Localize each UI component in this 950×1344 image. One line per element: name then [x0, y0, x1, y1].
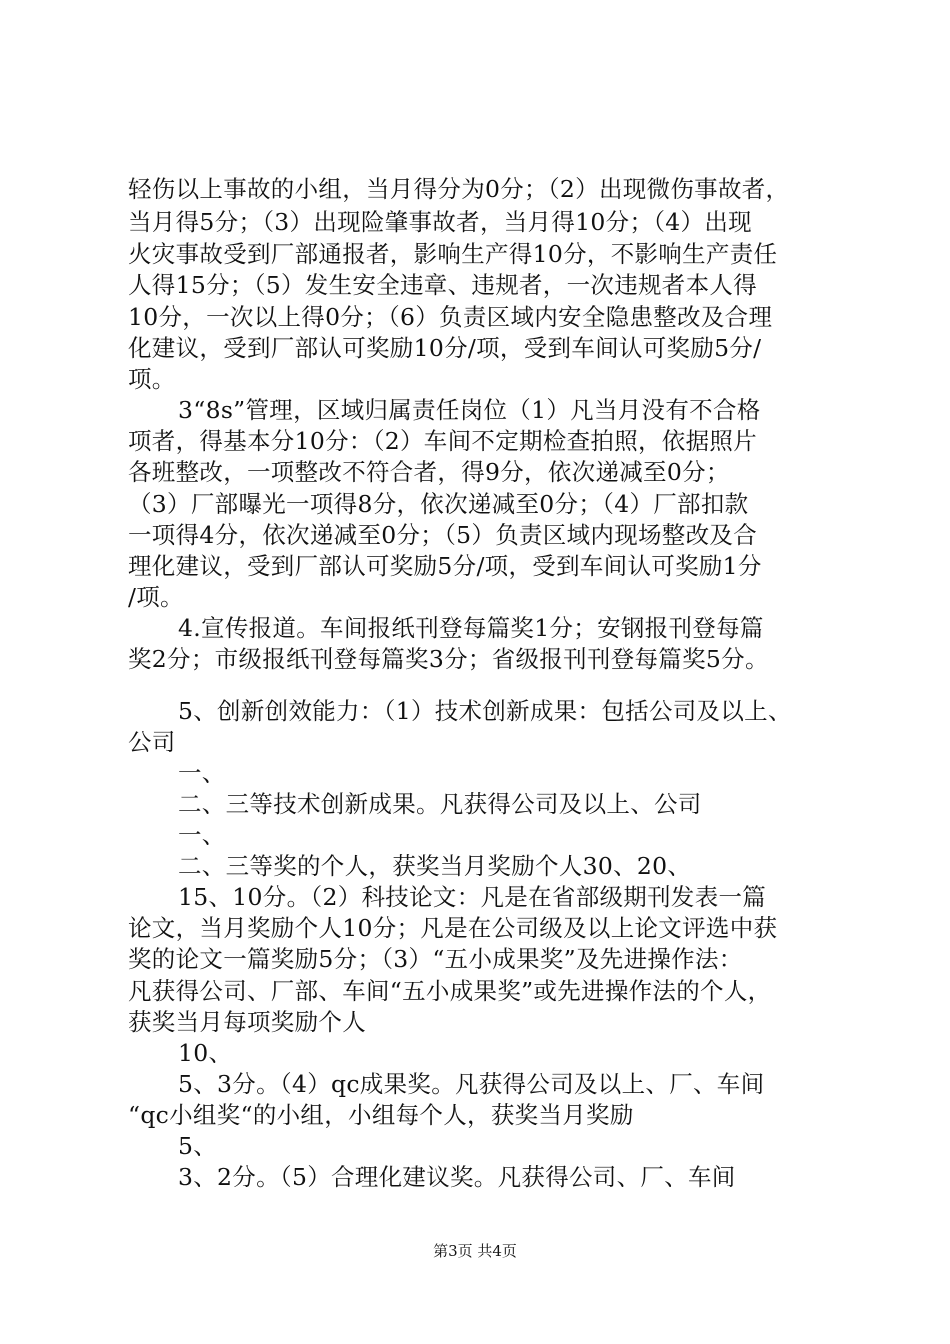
text-line: 获奖当月每项奖励个人: [128, 1008, 366, 1036]
text-line: 奖的论文一篇奖励5分；（3）“五小成果奖”及先进操作法：: [128, 945, 743, 973]
text-line: 一、: [178, 821, 226, 849]
text-line: 3、2分。（5）合理化建议奖。凡获得公司、厂、车间: [178, 1163, 736, 1191]
text-line: “qc小组奖“的小组，小组每个人，获奖当月奖励: [128, 1101, 634, 1129]
text-line: 5、创新创效能力：（1）技术创新成果：包括公司及以上、: [178, 697, 792, 725]
text-line: 论文，当月奖励个人10分；凡是在公司级及以上论文评选中获: [128, 914, 778, 942]
text-line: 轻伤以上事故的小组，当月得分为0分；（2）出现微伤事故者，: [128, 175, 790, 203]
text-line: 项者，得基本分10分：（2）车间不定期检查拍照，依据照片: [128, 427, 758, 455]
text-line: 项。: [128, 365, 176, 393]
text-line: 凡获得公司、厂部、车间“五小成果奖”或先进操作法的个人，: [128, 977, 772, 1005]
text-line: 奖2分；市级报纸刊登每篇奖3分；省级报刊刊登每篇奖5分。: [128, 645, 769, 673]
text-line: 二、三等技术创新成果。凡获得公司及以上、公司: [178, 790, 702, 818]
text-line: 4.宣传报道。车间报纸刊登每篇奖1分；安钢报刊登每篇: [178, 614, 764, 642]
text-line: 人得15分；（5）发生安全违章、违规者，一次违规者本人得: [128, 271, 758, 299]
text-line: 理化建议，受到厂部认可奖励5分/项，受到车间认可奖励1分: [128, 552, 762, 580]
text-line: 化建议，受到厂部认可奖励10分/项，受到车间认可奖励5分/: [128, 334, 762, 362]
text-line: 3“8s”管理，区域归属责任岗位（1）凡当月没有不合格: [178, 396, 761, 424]
text-line: 5、3分。（4）qc成果奖。凡获得公司及以上、厂、车间: [178, 1070, 765, 1098]
text-line: 15、10分。（2）科技论文：凡是在省部级期刊发表一篇: [178, 883, 767, 911]
text-line: 各班整改，一项整改不符合者，得9分，依次递减至0分；: [128, 458, 730, 486]
text-line: 5、: [178, 1132, 218, 1160]
page-number-footer: 第3页 共4页: [433, 1242, 517, 1260]
text-line: 10分，一次以上得0分；（6）负责区域内安全隐患整改及合理: [128, 303, 773, 331]
text-line: （3）厂部曝光一项得8分，依次递减至0分；（4）厂部扣款: [128, 490, 749, 518]
text-line: /项。: [128, 583, 184, 611]
text-line: 二、三等奖的个人，获奖当月奖励个人30、20、: [178, 852, 692, 880]
text-line: 火灾事故受到厂部通报者，影响生产得10分，不影响生产责任: [128, 240, 778, 268]
text-line: 一项得4分，依次递减至0分；（5）负责区域内现场整改及合: [128, 521, 758, 549]
text-line: 10、: [178, 1039, 233, 1067]
text-line: 一、: [178, 759, 226, 787]
text-line: 当月得5分；（3）出现险肇事故者，当月得10分；（4）出现: [128, 208, 752, 236]
text-line: 公司: [128, 728, 176, 756]
